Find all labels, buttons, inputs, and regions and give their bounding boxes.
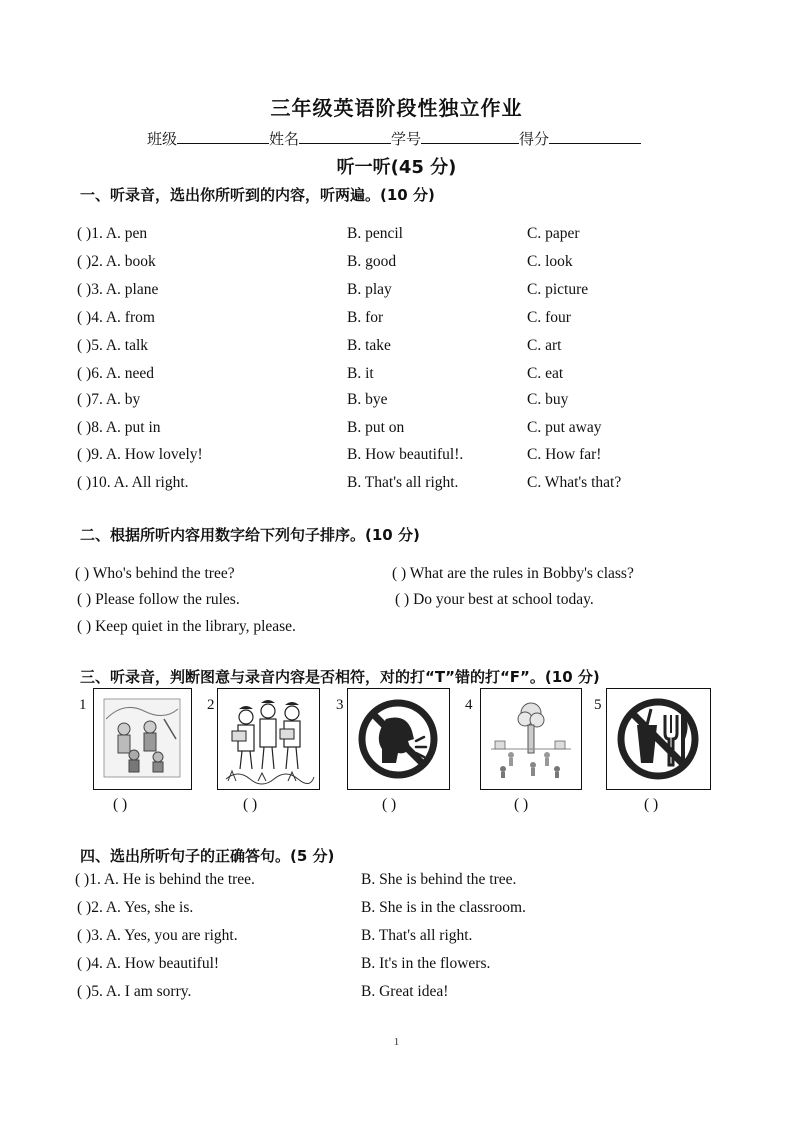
picture-playground [480,688,582,790]
s1-row-c: C. eat [527,365,564,382]
name-field[interactable] [299,129,391,144]
s1-row-c: C. four [527,309,571,326]
s1-row-b: B. pencil [347,225,403,242]
s1-row-b: B. put on [347,419,405,436]
picture-answer-blank[interactable]: ( ) [514,796,529,813]
section4-heading: 四、选出所听句子的正确答句。(5 分) [80,847,335,865]
s1-row-c: C. buy [527,391,569,408]
s1-row-c: C. art [527,337,562,354]
picture-number: 4 [465,697,473,713]
picture-answer-blank[interactable]: ( ) [382,796,397,813]
picture-students-reading [217,688,320,790]
no-talking-icon [348,689,448,788]
s2-item: ( ) Please follow the rules. [77,591,240,608]
section2-heading: 二、根据所听内容用数字给下列句子排序。(10 分) [80,526,420,544]
s1-row-a: ( )9. A. How lovely! [77,446,203,463]
picture-number: 5 [594,697,602,713]
class-label: 班级 [147,130,178,148]
s2-item: ( ) Do your best at school today. [395,591,594,608]
no-food-drink-icon [607,689,709,788]
section3-heading: 三、听录音，判断图意与录音内容是否相符，对的打“T”错的打“F”。(10 分) [80,668,600,686]
name-label: 姓名 [269,130,300,148]
s4-row-b: B. Great idea! [361,983,449,1000]
s1-row-a: ( )2. A. book [77,253,156,270]
section1-heading: 一、听录音，选出你所听到的内容，听两遍。(10 分) [80,186,435,204]
s4-row-a: ( )4. A. How beautiful! [77,955,220,972]
s1-row-b: B. That's all right. [347,474,459,491]
picture-answer-blank[interactable]: ( ) [113,796,128,813]
s1-row-c: C. paper [527,225,580,242]
s4-row-a: ( )1. A. He is behind the tree. [75,871,255,888]
children-scene-icon [94,689,190,788]
class-field[interactable] [177,129,269,144]
id-label: 学号 [391,130,422,148]
s4-row-b: B. That's all right. [361,927,473,944]
s1-row-b: B. play [347,281,392,298]
picture-number: 2 [207,697,215,713]
playground-icon [481,689,580,788]
s4-row-b: B. It's in the flowers. [361,955,491,972]
s4-row-a: ( )2. A. Yes, she is. [77,899,194,916]
score-label: 得分 [519,130,550,148]
s1-row-b: B. bye [347,391,388,408]
s1-row-c: C. put away [527,419,602,436]
picture-children-playing [93,688,192,790]
picture-no-talking-sign [347,688,450,790]
s1-row-c: C. picture [527,281,589,298]
picture-number: 3 [336,697,344,713]
s1-row-a: ( )10. A. All right. [77,474,189,491]
students-reading-icon [218,689,318,788]
s1-row-a: ( )1. A. pen [77,225,148,242]
s2-item: ( ) Who's behind the tree? [75,565,235,582]
score-field[interactable] [549,129,641,144]
page-number: 1 [393,1036,400,1048]
picture-answer-blank[interactable]: ( ) [243,796,258,813]
s1-row-a: ( )7. A. by [77,391,141,408]
s1-row-b: B. for [347,309,384,326]
s1-row-b: B. it [347,365,374,382]
s1-row-a: ( )3. A. plane [77,281,159,298]
s1-row-a: ( )8. A. put in [77,419,161,436]
s1-row-a: ( )6. A. need [77,365,155,382]
s4-row-a: ( )3. A. Yes, you are right. [77,927,238,944]
s1-row-b: B. take [347,337,391,354]
s1-row-c: C. What's that? [527,474,622,491]
s4-row-b: B. She is behind the tree. [361,871,517,888]
s2-item: ( ) Keep quiet in the library, please. [77,618,296,635]
id-field[interactable] [421,129,519,144]
s4-row-a: ( )5. A. I am sorry. [77,983,192,1000]
s1-row-c: C. How far! [527,446,602,463]
picture-answer-blank[interactable]: ( ) [644,796,659,813]
picture-number: 1 [79,697,87,713]
s1-row-b: B. good [347,253,397,270]
page-title: 三年级英语阶段性独立作业 [270,96,523,120]
picture-no-food-drink-sign [606,688,711,790]
student-info-line [147,128,641,149]
s4-row-b: B. She is in the classroom. [361,899,526,916]
s1-row-a: ( )5. A. talk [77,337,149,354]
s1-row-b: B. How beautiful!. [347,446,464,463]
s2-item: ( ) What are the rules in Bobby's class? [392,565,634,582]
listening-subtitle: 听一听(45 分) [336,157,457,178]
s1-row-c: C. look [527,253,573,270]
s1-row-a: ( )4. A. from [77,309,155,326]
